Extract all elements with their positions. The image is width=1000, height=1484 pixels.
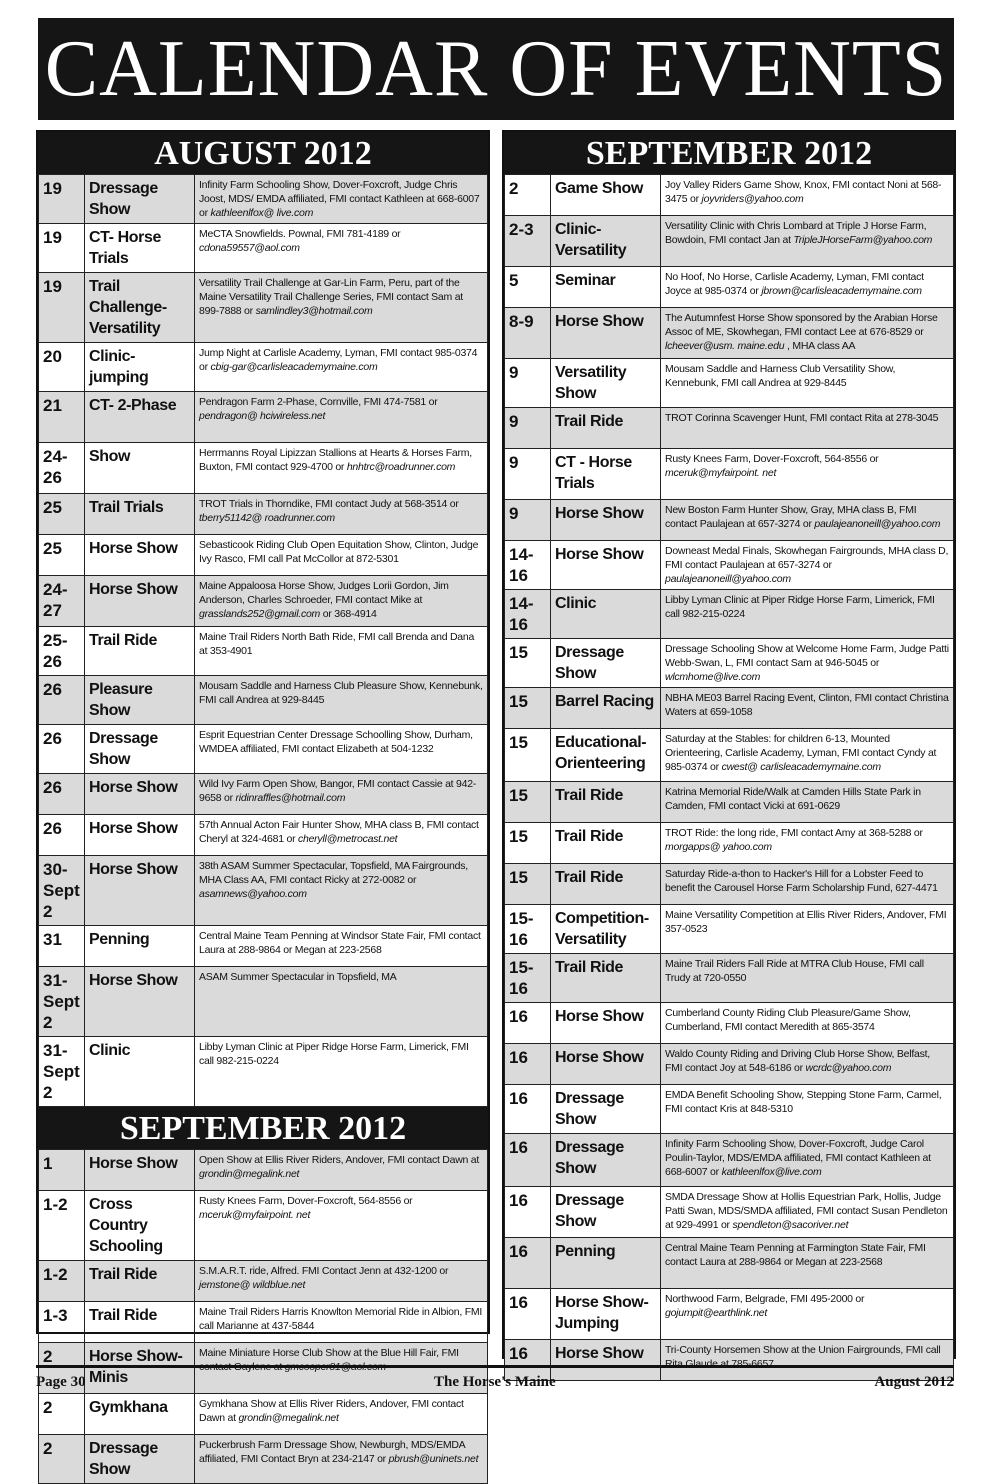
event-date: 9 [505,449,551,500]
event-email-link[interactable]: cdona59557@aol.com [199,242,300,254]
event-date: 5 [505,267,551,308]
event-type: Trail Ride [551,954,661,1003]
event-description: Central Maine Team Penning at Windsor State Fair, FMI contact Laura at 288-9864 or Megan at 223-2568 [199,930,481,956]
event-description: S.M.A.R.T. ride, Alfred. FMI Contact Jenn at 432-1200 or [199,1265,449,1277]
event-email-link[interactable]: samlindley3@hotmail.com [255,305,373,317]
event-row [505,267,954,308]
event-type: Trail Trials [85,494,195,535]
event-description: Wild Ivy Farm Open Show, Bangor, FMI contact Cassie at 942-9658 or [199,778,477,804]
event-description: Maine Miniature Horse Club Show at the Blue Hill Fair, FMI contact Gaylene at [199,1347,459,1373]
event-row [505,729,954,782]
event-description: 38th ASAM Summer Spectacular, Topsfield, MA Fairgrounds, MHA Class AA, FMI contact Ricky at 272-0082 or [199,860,468,886]
event-details [195,175,488,224]
event-description: Dressage Schooling Show at Welcome Home Farm, Judge Patti Webb-Swan, L, FMI contact Sam at 946-5045 or [665,643,949,669]
event-type: Trail Ride [85,1302,195,1343]
event-date: 19 [39,273,85,343]
event-date: 16 [505,1134,551,1187]
event-date: 16 [505,1340,551,1381]
issue-date: August 2012 [874,1374,954,1390]
event-row [505,408,954,449]
event-date: 1-2 [39,1191,85,1261]
event-type: Clinic- Versatility [551,216,661,267]
event-type: Trail Ride [551,408,661,449]
event-description: Tri-County Horsemen Show at the Union Fairgrounds, FMI call Rita Glaude at 785-6657 [665,1344,941,1370]
event-date: 25 [39,494,85,535]
event-description: TROT Trials in Thorndike, FMI contact Judy at 568-3514 or [199,498,459,510]
event-email-link[interactable]: wcrdc@yahoo.com [805,1062,892,1074]
event-date: 16 [505,1044,551,1085]
events-table-september-left [38,1149,488,1484]
event-type: Horse Show [551,1044,661,1085]
event-type: Horse Show [85,1150,195,1191]
event-email-link[interactable]: paulajeanoneill@yahoo.com [814,518,941,530]
event-type: Penning [85,926,195,967]
event-row [505,864,954,905]
event-details [661,1003,954,1044]
event-details [661,639,954,688]
event-description: Saturday at the Stables: for children 6-13, Mounted Orienteering, Carlisle Academy, Lyman, FMI contact Cyndy at 985-0374 or [665,733,937,773]
event-row [505,1289,954,1340]
month-header-september-left: SEPTEMBER 2012 [38,1107,488,1149]
event-details [661,541,954,590]
event-row [505,1003,954,1044]
event-details [661,175,954,216]
event-row [505,823,954,864]
event-description: Versatility Clinic with Chris Lombard at Triple J Horse Farm, Bowdoin, FMI contact Jan at [665,220,927,246]
event-type: Gymkhana [85,1394,195,1435]
event-type: Dressage Show [551,1187,661,1238]
event-details [661,823,954,864]
event-description: Infinity Farm Schooling Show, Dover-Foxcroft, Judge Chris Joost, MDS/ EMDA affiliated, FMI contact Kathleen at 668-6007 or [199,179,480,219]
event-type: Horse Show [551,1003,661,1044]
event-row [39,535,488,576]
event-description: EMDA Benefit Schooling Show, Stepping Stone Farm, Carmel, FMI contact Kris at 848-5310 [665,1089,942,1115]
event-date: 2 [39,1394,85,1435]
event-details [195,273,488,343]
event-details [195,535,488,576]
event-email-link[interactable]: mceruk@myfairpoint. net [199,1209,311,1221]
event-description: Mousam Saddle and Harness Club Versatility Show, Kennebunk, FMI call Andrea at 929-8445 [665,363,896,389]
event-details [195,1302,488,1343]
event-row [39,1343,488,1394]
event-date: 1 [39,1150,85,1191]
event-description: Maine Trail Riders Harris Knowlton Memorial Ride in Albion, FMI call Marianne at 437-5844 [199,1306,483,1332]
event-date: 25 [39,535,85,576]
event-description: TROT Corinna Scavenger Hunt, FMI contact Rita at 278-3045 [665,412,939,424]
event-email-link[interactable]: hnhtrc@roadrunner.com [346,461,456,473]
event-date: 15 [505,639,551,688]
event-date: 2 [505,175,551,216]
page-title: CALENDAR OF EVENTS [38,18,954,120]
event-details [195,494,488,535]
event-email-link[interactable]: cbig-gar@carlisleacademymaine.com [210,361,378,373]
event-details [661,408,954,449]
event-description: NBHA ME03 Barrel Racing Event, Clinton, FMI contact Christina Waters at 659-1058 [665,692,949,718]
event-description: Libby Lyman Clinic at Piper Ridge Horse Farm, Limerick, FMI call 982-215-0224 [665,594,935,620]
event-email-link[interactable]: jemstone@ wildblue.net [199,1279,306,1291]
event-row [39,1037,488,1107]
event-email-link[interactable]: kathleenlfox@ live.com [210,207,314,219]
event-row [39,1435,488,1484]
event-details [661,1085,954,1134]
event-row [505,449,954,500]
event-type: Competition- Versatility [551,905,661,954]
event-description: Libby Lyman Clinic at Piper Ridge Horse Farm, Limerick, FMI call 982-215-0224 [199,1041,469,1067]
event-email-link[interactable]: gmcooper81@aol.com [284,1361,387,1373]
event-row [505,688,954,729]
event-email-link[interactable]: tberry51142@ roadrunner.com [199,512,335,524]
event-type: Dressage Show [551,1085,661,1134]
event-description: Maine Appaloosa Horse Show, Judges Lorii Gordon, Jim Anderson, Charles Schroeder, FMI contact Mike at [199,580,449,606]
event-description: Downeast Medal Finals, Skowhegan Fairgrounds, MHA class D, FMI contact Paulajean at 657-3274 or [665,545,949,571]
event-description: New Boston Farm Hunter Show, Gray, MHA class B, FMI contact Paulajean at 657-3274 or [665,504,917,530]
event-description: Northwood Farm, Belgrade, FMI 495-2000 or [665,1293,865,1305]
event-row [39,1261,488,1302]
event-date: 15 [505,864,551,905]
event-email-link[interactable]: grondin@megalink.net [238,1412,339,1424]
event-type: Horse Show [551,500,661,541]
event-type: Horse Show [85,576,195,627]
event-row [39,1150,488,1191]
event-details [195,627,488,676]
event-details [661,449,954,500]
event-type: Trail Ride [551,823,661,864]
event-row [39,224,488,273]
event-description: Rusty Knees Farm, Dover-Foxcroft, 564-8556 or [199,1195,413,1207]
event-row [505,905,954,954]
event-details [661,688,954,729]
event-description: Mousam Saddle and Harness Club Pleasure Show, Kennebunk, FMI call Andrea at 929-8445 [199,680,483,706]
event-row [505,500,954,541]
event-type: Dressage Show [85,175,195,224]
event-details [195,676,488,725]
event-date: 19 [39,224,85,273]
event-row [39,967,488,1037]
event-row [39,856,488,926]
event-details [195,1261,488,1302]
event-email-link[interactable]: morgapps@ yahoo.com [665,841,772,853]
event-description: ASAM Summer Spectacular in Topsfield, MA [199,971,397,983]
event-type: Dressage Show [551,639,661,688]
event-details [661,500,954,541]
event-date: 8-9 [505,308,551,359]
event-row [39,725,488,774]
event-email-link[interactable]: asamnews@yahoo.com [199,888,307,900]
event-row [505,216,954,267]
event-date: 16 [505,1187,551,1238]
event-email-link[interactable]: jbrown@carlisleacademymaine.com [761,285,922,297]
event-type: Trail Ride [85,1261,195,1302]
event-row [39,926,488,967]
event-date: 14-16 [505,590,551,639]
event-type: Trail Ride [85,627,195,676]
event-email-link[interactable]: pendragon@ hciwireless.net [199,410,326,422]
event-email-link[interactable]: cheryll@metrocast.net [297,833,398,845]
event-date: 2 [39,1343,85,1394]
event-row [39,576,488,627]
event-date: 24-27 [39,576,85,627]
event-description: Herrmanns Royal Lipizzan Stallions at Hearts & Horses Farm, Buxton, FMI contact 929-4700 or [199,447,472,473]
event-description: TROT Ride: the long ride, FMI contact Amy at 368-5288 or [665,827,923,839]
event-date: 26 [39,725,85,774]
event-type: Seminar [551,267,661,308]
event-type: Horse Show- Jumping [551,1289,661,1340]
event-type: Pleasure Show [85,676,195,725]
event-description: Waldo County Riding and Driving Club Horse Show, Belfast, FMI contact Joy at 548-6186 or [665,1048,930,1074]
event-date: 9 [505,359,551,408]
event-type: Horse Show [551,1340,661,1381]
event-type: Versatility Show [551,359,661,408]
event-date: 25-26 [39,627,85,676]
event-type: CT - Horse Trials [551,449,661,500]
event-type: Show [85,443,195,494]
event-type: Clinic [551,590,661,639]
event-date: 31-Sept 2 [39,967,85,1037]
event-type: Clinic- jumping [85,343,195,392]
event-row [505,1085,954,1134]
event-details [661,308,954,359]
event-type: Trail Ride [551,864,661,905]
event-description: Maine Trail Riders Fall Ride at MTRA Club House, FMI call Trudy at 720-0550 [665,958,924,984]
event-row [505,782,954,823]
event-row [39,175,488,224]
event-type: Dressage Show [551,1134,661,1187]
event-description: Pendragon Farm 2-Phase, Cornville, FMI 474-7581 or [199,396,438,408]
event-date: 1-2 [39,1261,85,1302]
event-description: Central Maine Team Penning at Farmington State Fair, FMI contact Laura at 288-9864 or Megan at 223-2568 [665,1242,926,1268]
event-description: Puckerbrush Farm Dressage Show, Newburgh, MDS/EMDA affiliated, FMI Contact Bryn at 234-2147 or [199,1439,465,1465]
event-date: 16 [505,1085,551,1134]
event-email-link[interactable]: spendleton@sacoriver.net [732,1219,849,1231]
event-description: Joy Valley Riders Game Show, Knox, FMI contact Noni at 568-3475 or [665,179,942,205]
event-date: 15-16 [505,905,551,954]
event-type: Trail Challenge- Versatility [85,273,195,343]
event-email-link[interactable]: TripleJHorseFarm@yahoo.com [793,234,933,246]
event-description-tail: , MHA class AA [786,340,856,352]
event-details [195,1150,488,1191]
event-date: 26 [39,774,85,815]
event-description: Maine Trail Riders North Bath Ride, FMI call Brenda and Dana at 353-4901 [199,631,475,657]
event-date: 2 [39,1435,85,1484]
event-type: Dressage Show [85,1435,195,1484]
event-description: Jump Night at Carlisle Academy, Lyman, FMI contact 985-0374 or [199,347,478,373]
event-details [661,1044,954,1085]
event-row [39,494,488,535]
event-row [39,627,488,676]
event-type: CT- Horse Trials [85,224,195,273]
event-description: SMDA Dressage Show at Hollis Equestrian Park, Hollis, Judge Patti Swan, MDS/SMDA affiliated, FMI contact Susan Pendleton at 929-4991 or [665,1191,948,1231]
event-date: 1-3 [39,1302,85,1343]
event-type: Dressage Show [85,725,195,774]
event-email-link[interactable]: gojumpit@earthlink.net [665,1307,768,1319]
event-type: Horse Show [551,541,661,590]
event-details [661,267,954,308]
event-row [505,1238,954,1289]
event-row [505,359,954,408]
event-details [195,1435,488,1484]
event-details [661,782,954,823]
event-email-link[interactable]: ridinraffles@hotmail.com [235,792,346,804]
event-date: 16 [505,1238,551,1289]
event-row [505,1044,954,1085]
event-description: 57th Annual Acton Fair Hunter Show, MHA class B, FMI contact Cheryl at 324-4681 or [199,819,479,845]
event-description: Cumberland County Riding Club Pleasure/Game Show, Cumberland, FMI contact Meredith at 865-3574 [665,1007,911,1033]
event-email-link[interactable]: mceruk@myfairpoint. net [665,467,777,479]
event-date: 9 [505,500,551,541]
event-date: 15 [505,782,551,823]
event-row [39,343,488,392]
event-details [195,815,488,856]
publication-name: The Horse's Maine [434,1374,556,1390]
event-row [39,1302,488,1343]
event-description-tail: or 368-4914 [322,608,377,620]
event-details [661,216,954,267]
event-details [195,224,488,273]
events-table-september-right [504,174,954,1381]
event-type: Horse Show [85,535,195,576]
event-details [195,343,488,392]
event-row [505,954,954,1003]
event-details [661,1187,954,1238]
event-type: Penning [551,1238,661,1289]
event-description: MeCTA Snowfields. Pownal, FMI 781-4189 or [199,228,401,240]
event-email-link[interactable]: pbrush@uninets.net [388,1453,479,1465]
event-row [39,676,488,725]
event-description: The Autumnfest Horse Show sponsored by the Arabian Horse Assoc of ME, Skowhegan, FMI contact Lee at 676-8529 or [665,312,938,338]
event-date: 31-Sept 2 [39,1037,85,1107]
event-details [661,905,954,954]
event-details [195,576,488,627]
event-type: CT- 2-Phase [85,392,195,443]
event-row [39,774,488,815]
event-email-link[interactable]: kathleenlfox@live.com [721,1166,822,1178]
event-date: 30-Sept 2 [39,856,85,926]
event-row [39,392,488,443]
event-email-link[interactable]: joyvriders@yahoo.com [701,193,804,205]
event-row [505,308,954,359]
event-email-link[interactable]: cwest@ carlisleacademymaine.com [721,761,881,773]
events-table-august [38,174,488,1107]
event-date: 21 [39,392,85,443]
event-description: Esprit Equestrian Center Dressage Schoolling Show, Durham, WMDEA affiliated, FMI contact Elizabeth at 504-1232 [199,729,473,755]
event-date: 2-3 [505,216,551,267]
event-row [505,1187,954,1238]
event-row [505,541,954,590]
event-details [195,1394,488,1435]
event-description: Katrina Memorial Ride/Walk at Camden Hills State Park in Camden, FMI contact Vicki at 691-0629 [665,786,921,812]
event-email-link[interactable]: paulajeanoneill@yahoo.com [665,573,791,585]
month-header-september-right: SEPTEMBER 2012 [504,132,954,174]
event-details [661,729,954,782]
event-row [39,815,488,856]
event-details [661,1238,954,1289]
event-email-link[interactable]: wlcmhome@live.com [665,671,761,683]
event-row [505,1134,954,1187]
event-type: Barrel Racing [551,688,661,729]
event-type: Clinic [85,1037,195,1107]
event-type: Horse Show [85,967,195,1037]
event-details [661,1289,954,1340]
event-row [505,590,954,639]
event-date: 15 [505,688,551,729]
event-type: Horse Show [85,774,195,815]
event-details [195,392,488,443]
event-description: No Hoof, No Horse, Carlisle Academy, Lyman, FMI contact Joyce at 985-0374 or [665,271,924,297]
event-date: 19 [39,175,85,224]
event-email-link[interactable]: grondin@megalink.net [199,1168,300,1180]
event-date: 26 [39,676,85,725]
event-details [195,1191,488,1261]
event-details [195,1037,488,1107]
event-details [195,967,488,1037]
event-details [195,926,488,967]
event-description: Sebasticook Riding Club Open Equitation Show, Clinton, Judge Ivy Rasco, FMI call Pat McCollor at 872-5301 [199,539,479,565]
month-header-august: AUGUST 2012 [38,132,488,174]
event-date: 24-26 [39,443,85,494]
page-number: Page 30 [36,1374,86,1390]
event-details [661,864,954,905]
event-date: 15 [505,729,551,782]
event-description: Open Show at Ellis River Riders, Andover, FMI contact Dawn at [199,1154,480,1166]
event-description: Rusty Knees Farm, Dover-Foxcroft, 564-8556 or [665,453,879,465]
event-row [505,639,954,688]
event-date: 20 [39,343,85,392]
event-row [39,1394,488,1435]
event-details [195,856,488,926]
event-date: 14-16 [505,541,551,590]
event-details [661,954,954,1003]
right-column [502,130,956,1370]
event-details [661,1134,954,1187]
event-date: 15 [505,823,551,864]
event-description: Gymkhana Show at Ellis River Riders, Andover, FMI contact Dawn at [199,1398,464,1424]
event-date: 15-16 [505,954,551,1003]
event-row [39,273,488,343]
event-date: 31 [39,926,85,967]
event-type: Game Show [551,175,661,216]
event-details [195,774,488,815]
event-row [505,175,954,216]
event-type: Horse Show [551,308,661,359]
event-type: Cross Country Schooling [85,1191,195,1261]
event-row [39,443,488,494]
event-description: Saturday Ride-a-thon to Hacker's Hill for a Lobster Feed to benefit the Carousel Horse Farm Scholarship Fund, 627-4471 [665,868,938,894]
event-date: 16 [505,1289,551,1340]
event-description: Maine Versatility Competition at Ellis River Riders, Andover, FMI 357-0523 [665,909,947,935]
event-row [39,1191,488,1261]
event-description: Infinity Farm Schooling Show, Dover-Foxcroft, Judge Carol Poulin-Taylor, MDS/EMDA affiliated, FMI contact Kathleen at 668-6007 or [665,1138,931,1178]
event-email-link[interactable]: lcheever@usm. maine.edu [665,340,785,352]
event-type: Horse Show [85,815,195,856]
event-date: 16 [505,1003,551,1044]
event-type: Trail Ride [551,782,661,823]
event-details [661,590,954,639]
event-date: 26 [39,815,85,856]
event-description: Versatility Trail Challenge at Gar-Lin Farm, Peru, part of the Maine Versatility Trail Challenge Series, FMI contact Sam at 899-7888 or [199,277,463,317]
event-details [195,443,488,494]
event-type: Horse Show- Minis [85,1343,195,1394]
event-details [661,359,954,408]
event-email-link[interactable]: grasslands252@gmail.com [199,608,321,620]
event-date: 9 [505,408,551,449]
event-details [195,725,488,774]
event-type: Horse Show [85,856,195,926]
event-type: Educational- Orienteering [551,729,661,782]
